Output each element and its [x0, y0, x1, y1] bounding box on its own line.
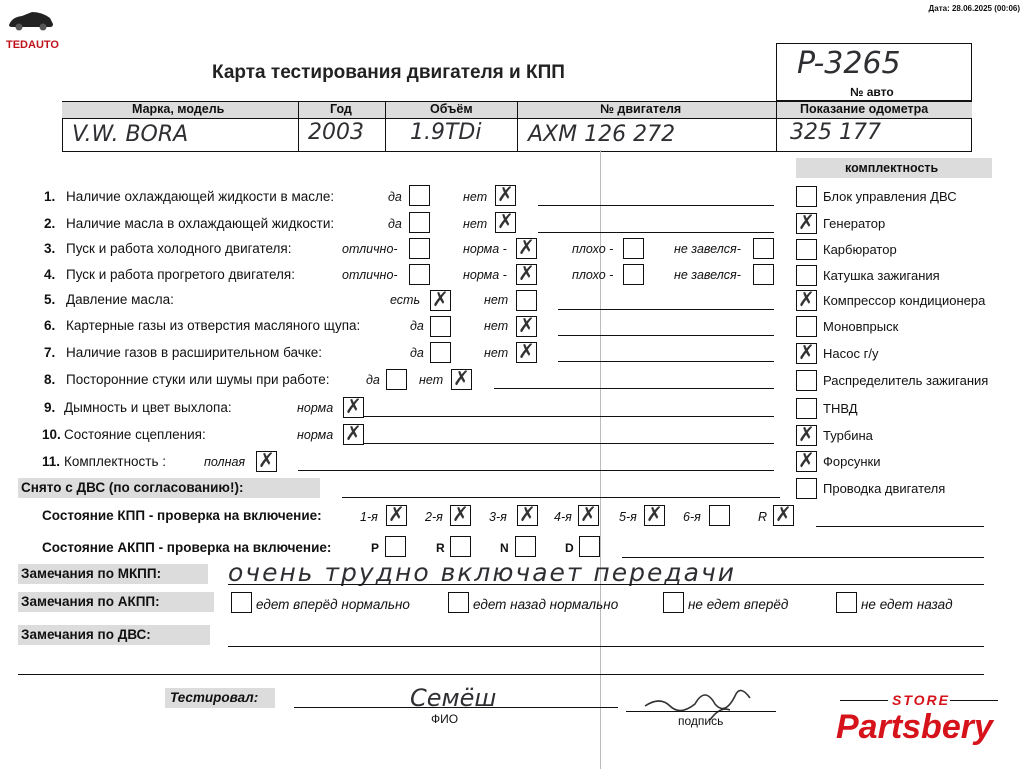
page-title: Карта тестирования двигателя и КПП	[212, 62, 565, 83]
table-header-odometer: Показание одометра	[800, 102, 929, 116]
option-label: норма -	[463, 242, 507, 256]
checkbox[interactable]	[796, 316, 817, 337]
option-label: есть	[390, 293, 421, 307]
question-text: Пуск и работа прогретого двигателя:	[66, 267, 295, 282]
checkbox[interactable]	[516, 290, 537, 311]
checkbox[interactable]	[450, 536, 471, 557]
logo-text: TEDAUTO	[6, 39, 59, 51]
question-number: 8.	[44, 372, 56, 387]
option-label: не завелся-	[674, 268, 741, 282]
checkbox[interactable]	[753, 264, 774, 285]
value-year: 2003	[308, 120, 364, 145]
completeness-item: Турбина	[823, 428, 873, 443]
mkpp-remark-handwritten: очень трудно включает передачи	[228, 558, 737, 587]
option-label: да	[388, 190, 402, 204]
question-text: Картерные газы из отверстия масляного щупа:	[66, 318, 361, 333]
table-header-year: Год	[330, 102, 352, 116]
gear-label: 5-я	[619, 510, 637, 524]
option-label: нет	[463, 217, 488, 231]
gear-label: 3-я	[489, 510, 507, 524]
option-label: да	[410, 319, 424, 333]
checkbox[interactable]	[448, 592, 469, 613]
option-label: полная	[204, 455, 246, 469]
akpp-label: Состояние АКПП - проверка на включение:	[42, 540, 332, 555]
question-number: 5.	[44, 292, 56, 307]
question-number: 4.	[44, 267, 56, 282]
option-label: не завелся-	[674, 242, 741, 256]
completeness-item: ТНВД	[823, 401, 858, 416]
option-label: да	[366, 373, 380, 387]
checkbox-checked[interactable]: ✗	[450, 505, 471, 526]
checkbox[interactable]	[709, 505, 730, 526]
checkbox-checked[interactable]: ✗	[495, 212, 516, 233]
gear-label: R	[758, 510, 768, 524]
question-number: 11.	[42, 454, 61, 469]
akpp-remark-label: Замечания по АКПП:	[21, 594, 160, 609]
question-text: Наличие масла в охлаждающей жидкости:	[66, 216, 335, 231]
value-engine: AXM 126 272	[528, 122, 676, 147]
checkbox-checked[interactable]: ✗	[773, 505, 794, 526]
value-brand: V.W. BORA	[72, 122, 189, 147]
option-label: да	[410, 346, 424, 360]
checkbox-checked[interactable]: ✗	[516, 238, 537, 259]
checkbox[interactable]	[385, 536, 406, 557]
signature-label: подпись	[678, 714, 724, 728]
print-date: Дата: 28.06.2025 (00:06)	[928, 4, 1020, 13]
option-label: да	[388, 217, 402, 231]
question-text: Наличие охлаждающей жидкости в масле:	[66, 189, 335, 204]
store-label: STORE	[892, 692, 950, 708]
checkbox[interactable]	[409, 212, 430, 233]
checkbox[interactable]	[386, 369, 407, 390]
value-odometer: 325 177	[790, 120, 881, 145]
checkbox[interactable]	[409, 185, 430, 206]
checkbox[interactable]	[515, 536, 536, 557]
completeness-item: Генератор	[823, 216, 886, 231]
option-label: норма	[297, 428, 334, 442]
table-header-engine: № двигателя	[600, 102, 682, 116]
kpp-label: Состояние КПП - проверка на включение:	[42, 508, 322, 523]
checkbox-checked[interactable]: ✗	[644, 505, 665, 526]
gear-label: 4-я	[554, 510, 572, 524]
mkpp-label: Замечания по МКПП:	[21, 566, 162, 581]
table-header-volume: Объём	[430, 102, 473, 116]
completeness-item: Насос г/у	[823, 346, 879, 361]
tested-label: Тестировал:	[170, 690, 259, 705]
option-label: нет	[419, 373, 444, 387]
checkbox-checked[interactable]: ✗	[796, 290, 817, 311]
question-number: 10.	[42, 427, 61, 442]
question-number: 3.	[44, 241, 56, 256]
value-volume: 1.9TDi	[410, 120, 482, 145]
checkbox-checked[interactable]: ✗	[578, 505, 599, 526]
checkbox[interactable]	[623, 238, 644, 259]
completeness-item: Моновпрыск	[823, 319, 899, 334]
checkbox[interactable]	[753, 238, 774, 259]
gear-label: 6-я	[683, 510, 701, 524]
option-label: нет	[484, 293, 509, 307]
question-text: Комплектность :	[64, 454, 167, 469]
option-label: норма	[297, 401, 334, 415]
checkbox[interactable]	[796, 478, 817, 499]
checkbox[interactable]	[409, 264, 430, 285]
table-header-brand: Марка, модель	[132, 102, 225, 116]
gear-label: D	[565, 541, 574, 555]
fio-label: ФИО	[431, 712, 459, 726]
checkbox[interactable]	[836, 592, 857, 613]
auto-number-label: № авто	[850, 85, 894, 99]
completeness-item: Проводка двигателя	[823, 481, 946, 496]
completeness-item: Форсунки	[823, 454, 881, 469]
car-logo-icon	[6, 8, 56, 32]
option-label: нет	[484, 346, 509, 360]
gear-label: 2-я	[425, 510, 443, 524]
auto-number-handwritten: P-3265	[797, 46, 901, 81]
checkbox-checked[interactable]: ✗	[386, 505, 407, 526]
dvs-label: Замечания по ДВС:	[21, 627, 151, 642]
checkbox[interactable]	[663, 592, 684, 613]
checkbox-checked[interactable]: ✗	[343, 424, 364, 445]
removed-label: Снято с ДВС (по согласованию!):	[21, 480, 244, 495]
akpp-option: едет вперёд нормально	[256, 597, 410, 612]
option-label: нет	[463, 190, 488, 204]
checkbox-checked[interactable]: ✗	[343, 397, 364, 418]
tester-name-handwritten: Семёш	[410, 684, 497, 712]
question-text: Состояние сцепления:	[64, 427, 206, 442]
question-number: 2.	[44, 216, 56, 231]
question-text: Наличие газов в расширительном бачке:	[66, 345, 323, 360]
gear-label: N	[500, 541, 509, 555]
option-label: плохо -	[572, 242, 614, 256]
store-brand: Partsbery	[836, 708, 993, 746]
option-label: нет	[484, 319, 509, 333]
checkbox-checked[interactable]: ✗	[516, 342, 537, 363]
akpp-option: не едет вперёд	[688, 597, 789, 612]
checkbox[interactable]	[796, 239, 817, 260]
checkbox-checked[interactable]: ✗	[495, 185, 516, 206]
checkbox-checked[interactable]: ✗	[256, 451, 277, 472]
checkbox[interactable]	[796, 265, 817, 286]
checkbox-checked[interactable]: ✗	[796, 343, 817, 364]
option-label: отлично-	[342, 268, 398, 282]
checkbox[interactable]	[579, 536, 600, 557]
checkbox[interactable]	[623, 264, 644, 285]
checkbox-checked[interactable]: ✗	[796, 425, 817, 446]
checkbox-checked[interactable]: ✗	[796, 451, 817, 472]
question-text: Посторонние стуки или шумы при работе:	[66, 372, 330, 387]
completeness-item: Распределитель зажигания	[823, 373, 989, 388]
option-label: плохо -	[572, 268, 614, 282]
logo	[6, 8, 62, 51]
option-label: отлично-	[342, 242, 398, 256]
akpp-option: едет назад нормально	[473, 597, 619, 612]
gear-label: R	[436, 541, 445, 555]
checkbox[interactable]	[796, 186, 817, 207]
question-text: Пуск и работа холодного двигателя:	[66, 241, 292, 256]
checkbox[interactable]	[430, 316, 451, 337]
option-label: норма -	[463, 268, 507, 282]
gear-label: P	[371, 541, 380, 555]
checkbox[interactable]	[409, 238, 430, 259]
question-number: 6.	[44, 318, 56, 333]
checkbox-checked[interactable]: ✗	[516, 264, 537, 285]
checkbox[interactable]	[430, 342, 451, 363]
question-number: 7.	[44, 345, 56, 360]
question-number: 9.	[44, 400, 56, 415]
store-logo	[820, 678, 1018, 766]
completeness-item: Блок управления ДВС	[823, 189, 957, 204]
completeness-item: Катушка зажигания	[823, 268, 940, 283]
completeness-title: комплектность	[845, 161, 939, 175]
checkbox-checked[interactable]: ✗	[517, 505, 538, 526]
completeness-item: Компрессор кондиционера	[823, 293, 986, 308]
checkbox[interactable]	[231, 592, 252, 613]
checkbox-checked[interactable]: ✗	[796, 213, 817, 234]
akpp-option: не едет назад	[861, 597, 953, 612]
checkbox-checked[interactable]: ✗	[430, 290, 451, 311]
checkbox[interactable]	[796, 398, 817, 419]
checkbox-checked[interactable]: ✗	[451, 369, 472, 390]
completeness-item: Карбюратор	[823, 242, 897, 257]
question-text: Давление масла:	[66, 292, 174, 307]
checkbox[interactable]	[796, 370, 817, 391]
question-text: Дымность и цвет выхлопа:	[64, 400, 232, 415]
checkbox-checked[interactable]: ✗	[516, 316, 537, 337]
gear-label: 1-я	[360, 510, 378, 524]
question-number: 1.	[44, 189, 56, 204]
